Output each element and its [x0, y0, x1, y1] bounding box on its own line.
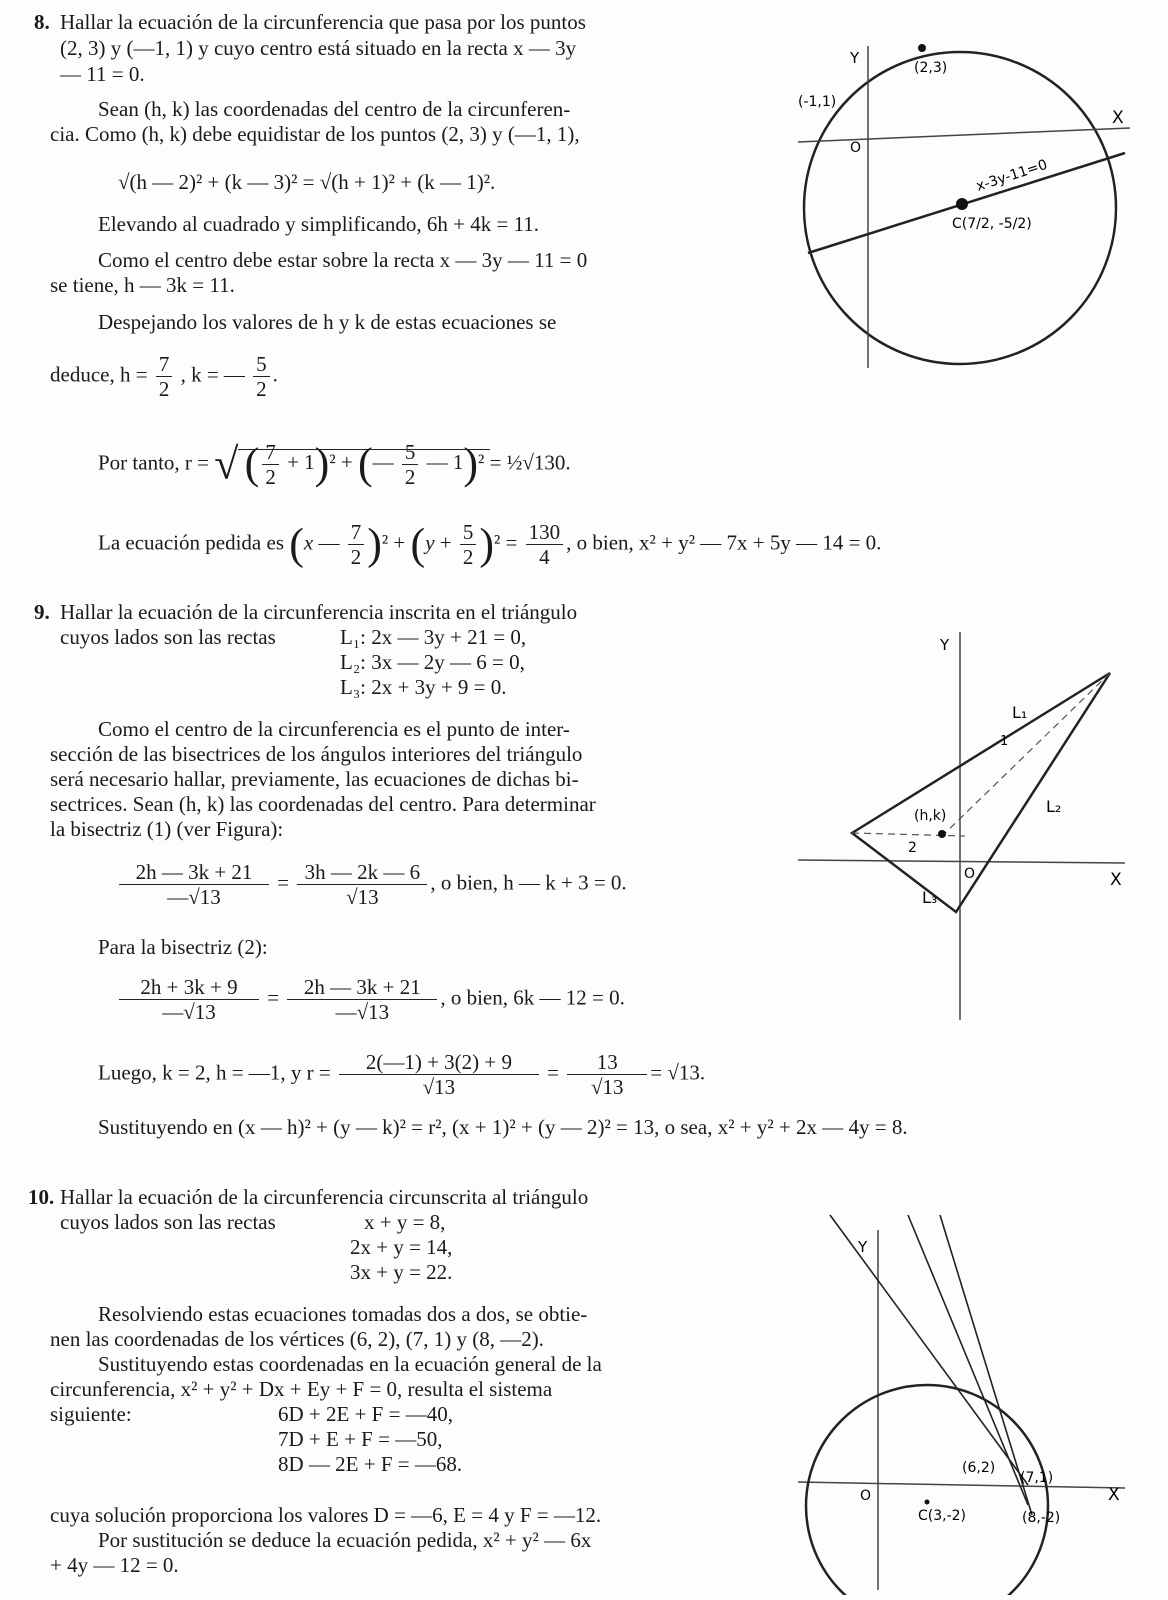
k-denominator: 2 [253, 376, 270, 401]
vertex-6-2-label: (6,2) [962, 1460, 996, 1476]
problem-8-center-values: deduce, h = $\frac{7}{2}$ , k = — $\frac{5}{2}$ . [50, 352, 278, 401]
bisector-2 [852, 833, 965, 836]
bisector-2-den-right: —√13 [287, 999, 437, 1024]
final-frac-num-1: 7 [350, 520, 362, 544]
center-label: C(3,-2) [918, 1508, 967, 1524]
problem-8-final-equation: La ecuación pedida es (x — $\frac{7}{2}$ )² + (y + $\frac{5}{2}$ )² = $\frac{130}{4}$ , o bien, x² + y² — 7x + 5y — 14 = 0. [98, 519, 882, 569]
final-equation-expanded: , o bien, x² + y² — 7x + 5y — 14 = 0. [566, 530, 882, 555]
radius-radicand: ( $\frac{7}{2}$ + 1)² + (— $\frac{5}{2}$ — 1)² [238, 449, 489, 474]
problem-10-body-line-2: nen las coordenadas de los vértices (6, 2), (7, 1) y (8, —2). [50, 1327, 544, 1351]
radius-frac-den-2: 2 [402, 464, 419, 489]
bisector-1 [940, 673, 1110, 838]
side-equation-1: x + y = 8, [364, 1210, 446, 1234]
h-numerator: 7 [158, 352, 170, 376]
bisector-1-den-left: —√13 [119, 884, 269, 909]
problem-8-solution-line-1: Sean (h, k) las coordenadas del centro de la circunferen- [98, 97, 571, 121]
y-axis-label: Y [850, 49, 860, 67]
problem-9-radius: Luego, k = 2, h = —1, y r = $\frac{2(—1) + 3(2) + 9}{√13}$ = $\frac{13}{√13}$ = √13. [98, 1050, 706, 1099]
problem-9-statement-line-2: cuyos lados son las rectas [60, 625, 276, 649]
bisector-1-num-left: 2h — 3k + 21 [135, 860, 253, 884]
x-axis [798, 860, 1125, 863]
problem-8-number: 8. [34, 10, 50, 34]
problem-8-statement-line-3: — 11 = 0. [60, 62, 145, 86]
problem-9-body-line-4: sectrices. Sean (h, k) las coordenadas del centro. Para determinar [50, 792, 596, 816]
problem-8-solution-line-4: Como el centro debe estar sobre la recta x — 3y — 11 = 0 [98, 248, 588, 272]
bisector-1-label: 1 [1000, 734, 1009, 749]
problem-10-statement-line-1: Hallar la ecuación de la circunferencia circunscrita al triángulo [60, 1185, 589, 1209]
radius-9-result: = √13. [650, 1060, 706, 1085]
problem-9-body-line-6: Para la bisectriz (2): [98, 935, 268, 959]
side-equation-3: 3x + y = 22. [350, 1260, 453, 1284]
radius-frac-num-2: 5 [404, 440, 416, 464]
bisector-1-num-right: 3h — 2k — 6 [304, 860, 421, 884]
problem-8-solution-line-2: cia. Como (h, k) debe equidistar de los puntos (2, 3) y (—1, 1), [50, 122, 580, 146]
problem-9-statement-line-1: Hallar la ecuación de la circunferencia inscrita en el triángulo [60, 600, 578, 624]
center-k-label: , k = — [180, 362, 245, 387]
radius-9-num: 2(—1) + 3(2) + 9 [365, 1050, 512, 1074]
problem-8-solution-line-6: Despejando los valores de h y k de estas ecuaciones se [98, 310, 557, 334]
problem-9-body-line-2: sección de las bisectrices de los ángulos interiores del triángulo [50, 742, 583, 766]
problem-9-figure [790, 620, 1160, 1030]
problem-9-number: 9. [34, 600, 50, 624]
radius-frac-num-1: 7 [265, 440, 276, 464]
k-numerator: 5 [256, 352, 267, 376]
center-point [925, 1500, 930, 1505]
vertex-7-1-label: (7,1) [1020, 1470, 1054, 1486]
k-fraction [253, 352, 270, 401]
system-equation-1: 6D + 2E + F = —40, [278, 1402, 453, 1426]
bisector-2-equation: $\frac{2h + 3k + 9}{—√13}$ = $\frac{2h — 3k + 21}{—√13}$ , o bien, 6k — 12 = 0. [116, 975, 625, 1024]
bisector-2-num-right: 2h — 3k + 21 [303, 975, 421, 999]
bisector-2-label: 2 [908, 840, 917, 856]
final-equation-label: La ecuación pedida es [98, 530, 284, 555]
x-axis-label: X [1112, 108, 1124, 128]
problem-10-body-line-4: circunferencia, x² + y² + Dx + Ey + F = 0, resulta el sistema [50, 1377, 553, 1401]
radius-frac-den-1: 2 [262, 464, 279, 489]
triangle [852, 673, 1110, 912]
problem-9-body-line-1: Como el centro de la circunferencia es el punto de inter- [98, 717, 570, 741]
problem-8-radius: Por tanto, r = √ ( $\frac{7}{2}$ + 1)² + (— $\frac{5}{2}$ — 1)² = ½√130. [98, 439, 571, 489]
bisector-1-result: , o bien, h — k + 3 = 0. [430, 870, 627, 895]
radius-9-label: Luego, k = 2, h = —1, y r = [98, 1060, 331, 1085]
x-axis-label: X [1108, 1485, 1120, 1505]
problem-10-number: 10. [28, 1185, 55, 1209]
line-L3-equation: L₃: 2x + 3y + 9 = 0. [340, 675, 507, 699]
radius-9-den: √13 [339, 1074, 539, 1099]
L3-label: L₃ [922, 888, 938, 907]
origin-label: O [850, 140, 862, 156]
x-axis [798, 1482, 1125, 1488]
side-equation-2: 2x + y = 14, [350, 1235, 453, 1259]
point-minus1-1-label: (-1,1) [798, 94, 837, 110]
bisector-2-num-left: 2h + 3k + 9 [140, 975, 238, 999]
h-denominator: 2 [156, 376, 173, 401]
system-equation-3: 8D — 2E + F = —68. [278, 1452, 463, 1476]
final-frac-den-3: 4 [526, 544, 564, 569]
y-axis-label: Y [858, 1238, 868, 1256]
radius-result: = ½√130. [489, 450, 571, 475]
problem-8-solution-line-3: Elevando al cuadrado y simplificando, 6h + 4k = 11. [98, 212, 540, 236]
center-label: C(7/2, -5/2) [952, 216, 1032, 232]
problem-10-body-line-1: Resolviendo estas ecuaciones tomadas dos a dos, se obtie- [98, 1302, 588, 1326]
problem-10-body-line-8: + 4y — 12 = 0. [50, 1553, 179, 1577]
radius-label: Por tanto, r = [98, 450, 209, 475]
line-label: x-3y-11=0 [974, 156, 1050, 195]
x-axis [798, 128, 1130, 142]
final-frac-num-2: 5 [462, 520, 474, 544]
problem-8-equidistance-equation: √(h — 2)² + (k — 3)² = √(h + 1)² + (k — 1)². [118, 170, 496, 194]
final-frac-num-3: 130 [528, 520, 561, 544]
incenter [938, 830, 946, 838]
x-axis-label: X [1110, 870, 1122, 890]
problem-8-statement-line-1: Hallar la ecuación de la circunferencia que pasa por los puntos [60, 10, 586, 34]
bisector-1-den-right: √13 [297, 884, 427, 909]
h-fraction [156, 352, 173, 401]
point-2-3-label: (2,3) [914, 60, 948, 76]
L2-label: L₂ [1046, 797, 1062, 816]
origin-label: O [964, 866, 976, 882]
problem-10-body-line-7: Por sustitución se deduce la ecuación pedida, x² + y² — 6x [98, 1528, 592, 1552]
radius-9-den-2: √13 [567, 1074, 647, 1099]
bisector-2-den-left: —√13 [119, 999, 259, 1024]
problem-8-figure [790, 28, 1160, 378]
problem-10-body-line-6: cuya solución proporciona los valores D = —6, E = 4 y F = —12. [50, 1503, 602, 1527]
problem-9-body-line-5: la bisectriz (1) (ver Figura): [50, 817, 284, 841]
problem-10-body-line-5: siguiente: [50, 1402, 132, 1426]
line-L1-equation: L₁: 2x — 3y + 21 = 0, [340, 625, 527, 649]
problem-9-body-line-3: será necesario hallar, previamente, las ecuaciones de dichas bi- [50, 767, 579, 791]
problem-10-statement-line-2: cuyos lados son las rectas [60, 1210, 276, 1234]
final-frac-den-1: 2 [348, 544, 365, 569]
bisector-2-result: , o bien, 6k — 12 = 0. [440, 985, 625, 1010]
L1-label: L₁ [1012, 703, 1028, 722]
point-2-3 [918, 44, 926, 52]
bisector-1-equation: $\frac{2h — 3k + 21}{—√13}$ = $\frac{3h — 2k — 6}{√13}$ , o bien, h — k + 3 = 0. [116, 860, 627, 909]
problem-10-body-line-3: Sustituyendo estas coordenadas en la ecuación general de la [98, 1352, 602, 1376]
problem-8-solution-line-5: se tiene, h — 3k = 11. [50, 273, 235, 297]
origin-label: O [860, 1488, 872, 1504]
system-equation-2: 7D + E + F = —50, [278, 1427, 443, 1451]
center-h-label: deduce, h = [50, 362, 148, 387]
line-L2-equation: L₂: 3x — 2y — 6 = 0, [340, 650, 525, 674]
problem-8-statement-line-2: (2, 3) y (—1, 1) y cuyo centro está situado en la recta x — 3y [60, 36, 577, 60]
center-point [956, 198, 968, 210]
hk-label: (h,k) [914, 808, 947, 824]
problem-10-figure [790, 1210, 1160, 1595]
vertex-8-minus2-label: (8,-2) [1022, 1510, 1061, 1526]
circumscribed-circle [806, 1385, 1048, 1595]
radius-9-num-2: 13 [596, 1050, 618, 1074]
problem-9-final-equation: Sustituyendo en (x — h)² + (y — k)² = r², (x + 1)² + (y — 2)² = 13, o sea, x² + y² + 2x — 4y = 8. [98, 1115, 908, 1139]
y-axis-label: Y [940, 636, 950, 654]
final-frac-den-2: 2 [460, 544, 477, 569]
